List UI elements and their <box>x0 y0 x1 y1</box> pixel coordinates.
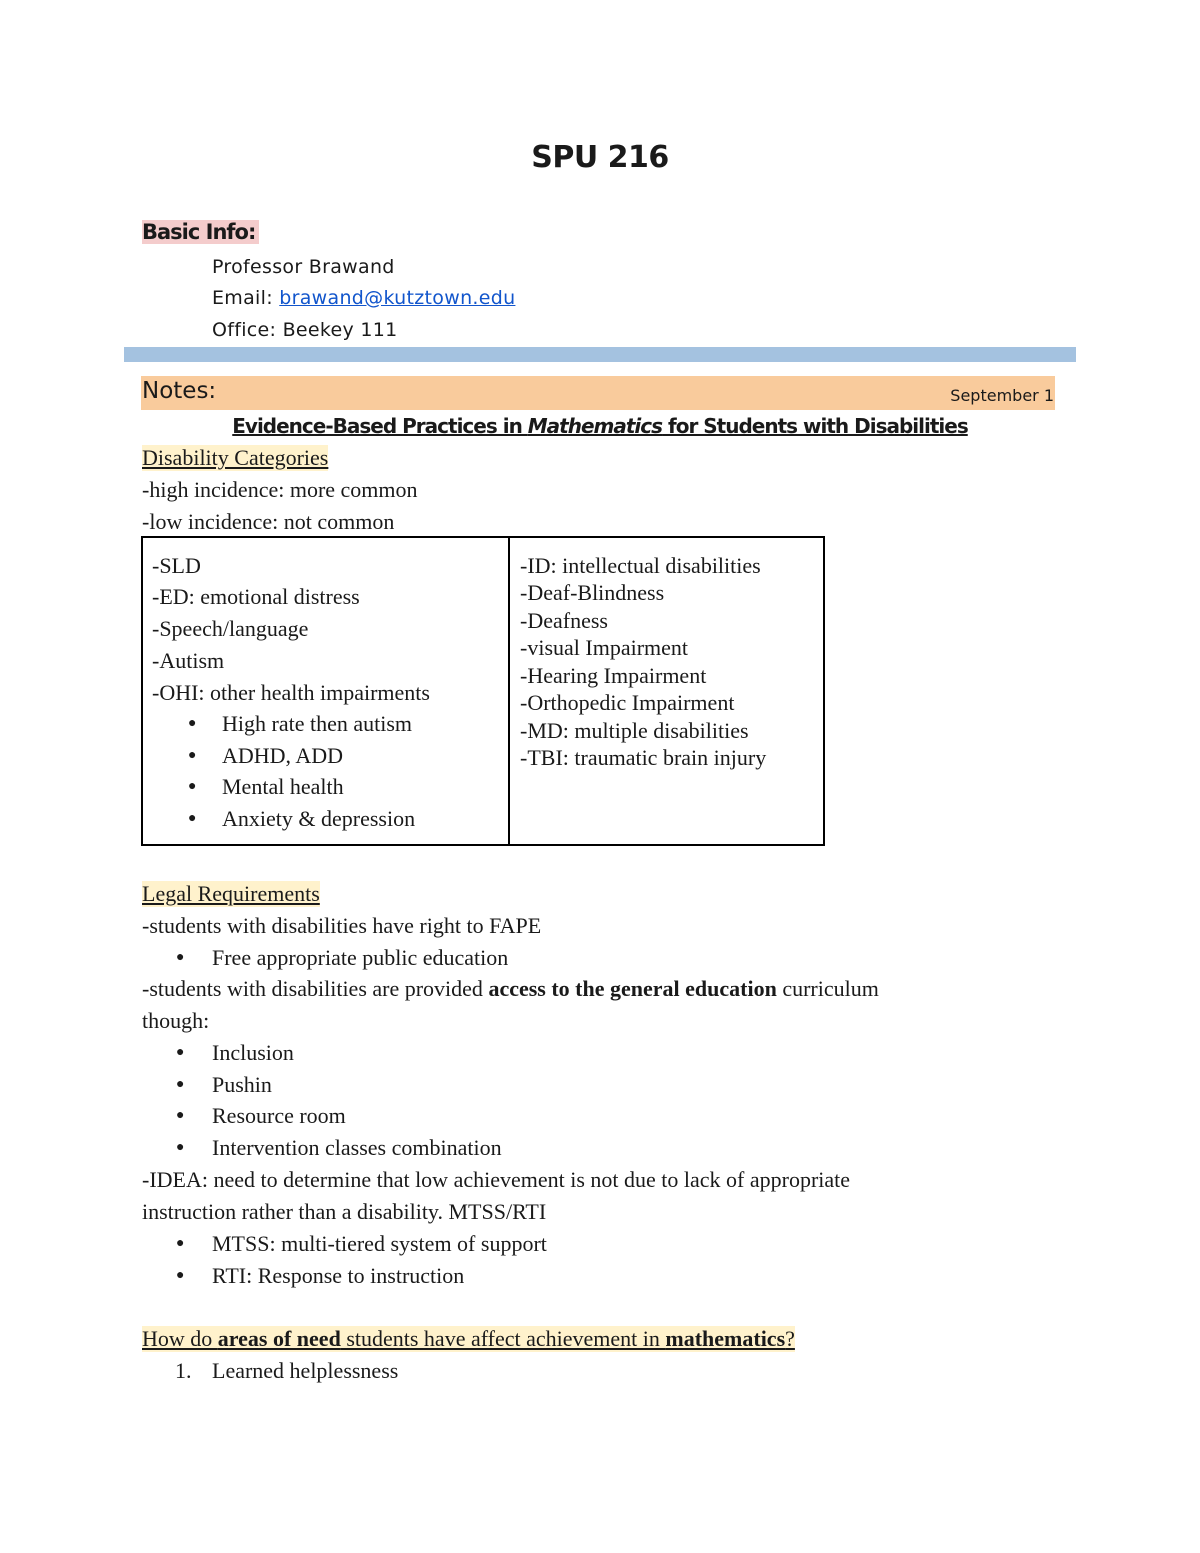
bullet-icon: ● <box>176 1140 185 1155</box>
bullet-item: Pushin <box>212 1072 272 1097</box>
table-right-item: -MD: multiple disabilities <box>520 718 749 743</box>
legal-line <box>142 976 879 1002</box>
notes-heading: Notes: <box>142 378 217 404</box>
table-bullet-item: High rate then autism <box>222 711 413 736</box>
bullet-icon: ● <box>176 1045 185 1060</box>
bullet-icon: ● <box>176 1077 185 1092</box>
bullet-item: RTI: Response to instruction <box>212 1263 465 1288</box>
subtitle-italic: Mathematics <box>527 414 663 438</box>
bullet-icon: ● <box>176 1268 185 1283</box>
legal-line: instruction rather than a disability. MTSS/RTI <box>142 1199 547 1224</box>
bullet-item: Free appropriate public education <box>212 945 509 970</box>
table-left-item: -Speech/language <box>152 616 309 641</box>
question-text: students have affect achievement in <box>340 1326 666 1351</box>
table-right-item: -Orthopedic Impairment <box>520 690 735 715</box>
table-right-item: -Deafness <box>520 608 608 633</box>
bullet-item: MTSS: multi-tiered system of support <box>212 1231 547 1256</box>
question-text: ? <box>785 1326 795 1351</box>
table-left-item: -Autism <box>152 648 225 673</box>
table-right-item: -ID: intellectual disabilities <box>520 553 761 578</box>
table-right-item: -Hearing Impairment <box>520 663 707 688</box>
lecture-subtitle <box>0 414 1200 438</box>
table-bullet-item: Anxiety & depression <box>222 806 416 831</box>
email-line <box>212 287 515 309</box>
bullet-icon: ● <box>188 716 197 731</box>
high-incidence-line: -high incidence: more common <box>142 477 418 502</box>
legal-line: though: <box>142 1008 210 1033</box>
table-left-item: -SLD <box>152 553 201 578</box>
bullet-item: Inclusion <box>212 1040 294 1065</box>
legal-line-text: -students with disabilities are provided <box>142 976 489 1001</box>
subtitle-part-2: for Students with Disabilities <box>662 414 968 438</box>
low-incidence-line: -low incidence: not common <box>142 509 395 534</box>
question-text: How do <box>142 1326 218 1351</box>
bullet-icon: ● <box>188 811 197 826</box>
table-right-item: -TBI: traumatic brain injury <box>520 745 767 770</box>
table-left-item: -OHI: other health impairments <box>152 680 430 705</box>
bullet-item: Resource room <box>212 1103 346 1128</box>
notes-header-bar <box>141 376 1055 410</box>
professor-name: Professor Brawand <box>212 256 395 278</box>
basic-info-heading: Basic Info: <box>142 220 259 244</box>
legal-line-bold: access to the general education <box>488 976 777 1001</box>
table-bullet-item: ADHD, ADD <box>222 743 343 768</box>
table-bullet-item: Mental health <box>222 774 344 799</box>
question-bold: areas of need <box>217 1326 341 1351</box>
section-divider-bar <box>124 347 1076 362</box>
numbered-item-number: 1. <box>175 1358 192 1383</box>
email-label: Email: <box>212 287 273 309</box>
office-line: Office: Beekey 111 <box>212 319 398 341</box>
numbered-item: Learned helplessness <box>212 1358 399 1383</box>
legal-line: -IDEA: need to determine that low achievement is not due to lack of appropriate <box>142 1167 851 1192</box>
bullet-icon: ● <box>176 1108 185 1123</box>
legal-requirements-heading: Legal Requirements <box>142 881 320 906</box>
legal-line-text: curriculum <box>776 976 879 1001</box>
bullet-icon: ● <box>176 1236 185 1251</box>
notes-date: September 1 <box>950 386 1054 405</box>
page-title: SPU 216 <box>531 140 669 175</box>
legal-line: -students with disabilities have right to FAPE <box>142 913 542 938</box>
question-heading <box>142 1326 795 1352</box>
email-link[interactable]: brawand@kutztown.edu <box>279 287 516 309</box>
bullet-icon: ● <box>176 950 185 965</box>
question-bold: mathematics <box>665 1326 786 1351</box>
table-right-item: -visual Impairment <box>520 635 689 660</box>
disability-categories-heading: Disability Categories <box>142 445 329 470</box>
table-left-item: -ED: emotional distress <box>152 584 360 609</box>
table-column-divider <box>508 538 510 844</box>
subtitle-part-1: Evidence-Based Practices in <box>232 414 528 438</box>
table-right-item: -Deaf-Blindness <box>520 580 665 605</box>
bullet-icon: ● <box>188 748 197 763</box>
bullet-item: Intervention classes combination <box>212 1135 502 1160</box>
bullet-icon: ● <box>188 779 197 794</box>
